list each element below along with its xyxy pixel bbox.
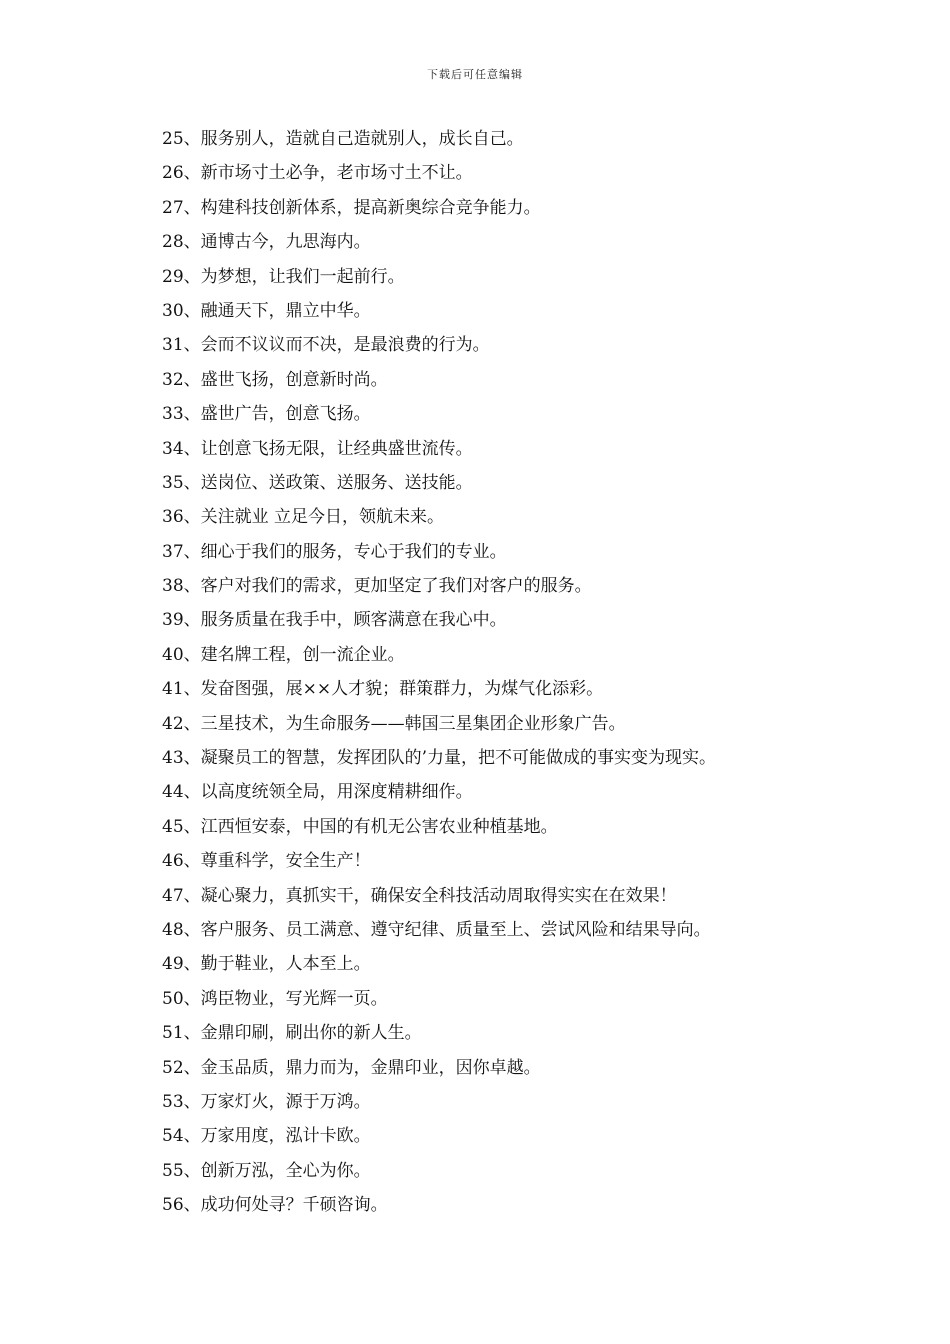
- list-item: 29、为梦想，让我们一起前行。: [162, 266, 405, 287]
- list-item: 28、通博古今，九思海内。: [162, 232, 371, 253]
- list-item: 27、构建科技创新体系，提高新奥综合竞争能力。: [162, 197, 541, 218]
- list-item: 35、送岗位、送政策、送服务、送技能。: [162, 472, 473, 493]
- header-note: 下载后可任意编辑: [427, 68, 523, 81]
- list-item: 37、细心于我们的服务，专心于我们的专业。: [162, 541, 507, 562]
- list-item: 33、盛世广告，创意飞扬。: [162, 404, 371, 425]
- list-item: 41、发奋图强，展××人才貌；群策群力，为煤气化添彩。: [162, 679, 604, 700]
- slogan-list: [162, 122, 862, 1223]
- list-item: 31、会而不议议而不决，是最浪费的行为。: [162, 335, 490, 356]
- list-item: 34、让创意飞扬无限，让经典盛世流传。: [162, 438, 473, 459]
- list-item: 51、金鼎印刷，刷出你的新人生。: [162, 1023, 422, 1044]
- list-item: 26、新市场寸土必争，老市场寸土不让。: [162, 163, 473, 184]
- list-item: 45、江西恒安泰，中国的有机无公害农业种植基地。: [162, 816, 558, 837]
- list-item: 49、勤于鞋业，人本至上。: [162, 954, 371, 975]
- list-item: 36、关注就业 立足今日，领航未来。: [162, 507, 445, 528]
- list-item: 54、万家用度，泓计卡欧。: [162, 1126, 371, 1147]
- list-item: 40、建名牌工程，创一流企业。: [162, 644, 405, 665]
- list-item: 47、凝心聚力，真抓实干，确保安全科技活动周取得实实在在效果！: [162, 885, 677, 906]
- list-item: 56、成功何处寻？千硕咨询。: [162, 1195, 388, 1216]
- list-item: 44、以高度统领全局，用深度精耕细作。: [162, 782, 473, 803]
- list-item: 32、盛世飞扬，创意新时尚。: [162, 369, 388, 390]
- list-item: 30、融通天下，鼎立中华。: [162, 300, 371, 321]
- list-item: 50、鸿臣物业，写光辉一页。: [162, 988, 388, 1009]
- list-item: 46、尊重科学，安全生产！: [162, 851, 371, 872]
- list-item: 38、客户对我们的需求，更加坚定了我们对客户的服务。: [162, 576, 592, 597]
- list-item: 53、万家灯火，源于万鸿。: [162, 1091, 371, 1112]
- list-item: 48、客户服务、员工满意、遵守纪律、质量至上、尝试风险和结果导向。: [162, 919, 711, 940]
- list-item: 25、服务别人，造就自己造就别人，成长自己。: [162, 129, 524, 149]
- list-item: 42、三星技术，为生命服务——韩国三星集团企业形象广告。: [162, 713, 626, 734]
- list-item: 52、金玉品质，鼎力而为，金鼎印业，因你卓越。: [162, 1057, 541, 1078]
- list-item: 39、服务质量在我手中，顾客满意在我心中。: [162, 610, 507, 631]
- list-item: 55、创新万泓，全心为你。: [162, 1160, 371, 1181]
- list-item: 43、凝聚员工的智慧，发挥团队的’力量，把不可能做成的事实变为现实。: [162, 748, 717, 769]
